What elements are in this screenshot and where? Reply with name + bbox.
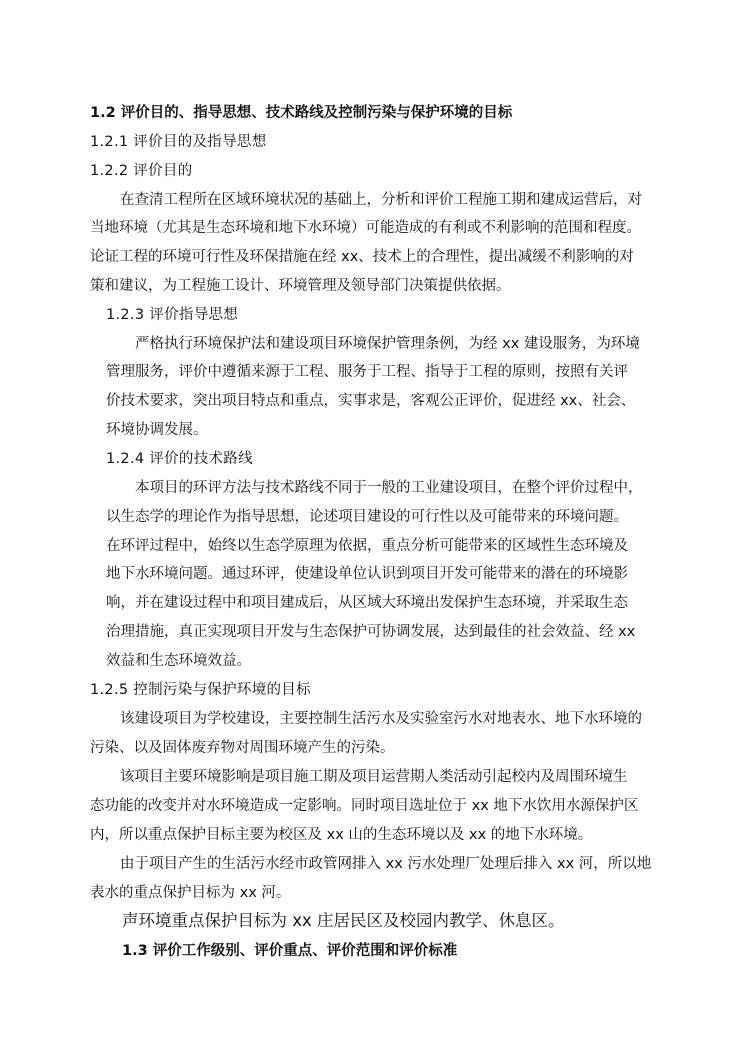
paragraph-line: 在环评过程中，始终以生态学原理为依据，重点分析可能带来的区域性生态环境及	[106, 538, 628, 554]
paragraph-line: 表水的重点保护目标为 xx 河。	[90, 885, 291, 901]
paragraph-line: 响，并在建设过程中和项目建成后，从区域大环境出发保护生态环境，并采取生态	[106, 595, 628, 611]
section-heading-1-3: 1.3 评价工作级别、评价重点、评价范围和评价标准	[122, 943, 458, 959]
paragraph-line: 治理措施，真正实现项目开发与生态保护可协调发展，达到最佳的社会效益、经 xx	[106, 624, 636, 640]
paragraph-line: 污染、以及固体废弃物对周围环境产生的污染。	[90, 740, 395, 756]
paragraph-line: 严格执行环境保护法和建设项目环境保护管理条例，为经 xx 建设服务，为环境	[135, 336, 640, 352]
subsection-heading-1-2-3: 1.2.3 评价指导思想	[106, 307, 239, 323]
section-heading-1-2: 1.2 评价目的、指导思想、技术路线及控制污染与保护环境的目标	[90, 105, 513, 121]
paragraph-line: 策和建议，为工程施工设计、环境管理及领导部门决策提供依据。	[90, 278, 511, 294]
subsection-heading-1-2-5: 1.2.5 控制污染与保护环境的目标	[90, 682, 311, 698]
paragraph-line: 效益和生态环境效益。	[106, 653, 251, 669]
paragraph-line: 地下水环境问题。通过环评，使建设单位认识到项目开发可能带来的潜在的环境影	[106, 566, 628, 582]
paragraph-line: 环境协调发展。	[106, 422, 208, 438]
subsection-heading-1-2-4: 1.2.4 评价的技术路线	[106, 451, 253, 467]
paragraph-line: 内，所以重点保护目标主要为校区及 xx 山的生态环境以及 xx 的地下水环境。	[90, 827, 593, 843]
paragraph-line: 本项目的环评方法与技术路线不同于一般的工业建设项目，在整个评价过程中，	[135, 480, 643, 496]
paragraph-noise-target: 声环境重点保护目标为 xx 庄居民区及校园内教学、休息区。	[122, 911, 565, 930]
paragraph-line: 在查清工程所在区域环境状况的基础上，分析和评价工程施工期和建成运营后，对	[120, 192, 642, 208]
subsection-heading-1-2-2: 1.2.2 评价目的	[90, 163, 193, 179]
paragraph-line: 态功能的改变并对水环境造成一定影响。同时项目选址位于 xx 地下水饮用水源保护区	[90, 798, 639, 814]
paragraph-line: 管理服务，评价中遵循来源于工程、服务于工程、指导于工程的原则，按照有关评	[106, 364, 628, 380]
paragraph-line: 以生态学的理论作为指导思想，论述项目建设的可行性以及可能带来的环境问题。	[106, 509, 628, 525]
paragraph-line: 论证工程的环境可行性及环保措施在经 xx、技术上的合理性，提出减缓不利影响的对	[90, 249, 634, 265]
paragraph-line: 由于项目产生的生活污水经市政管网排入 xx 污水处理厂处理后排入 xx 河，所以地	[120, 856, 652, 872]
paragraph-line: 该项目主要环境影响是项目施工期及项目运营期人类活动引起校内及周围环境生	[120, 769, 628, 785]
subsection-heading-1-2-1: 1.2.1 评价目的及指导思想	[90, 134, 267, 150]
paragraph-line: 当地环境（尤其是生态环境和地下水环境）可能造成的有利或不利影响的范围和程度。	[90, 220, 641, 236]
paragraph-line: 该建设项目为学校建设，主要控制生活污水及实验室污水对地表水、地下水环境的	[120, 711, 642, 727]
paragraph-line: 价技术要求，突出项目特点和重点，实事求是，客观公正评价，促进经 xx、社会、	[106, 393, 636, 409]
